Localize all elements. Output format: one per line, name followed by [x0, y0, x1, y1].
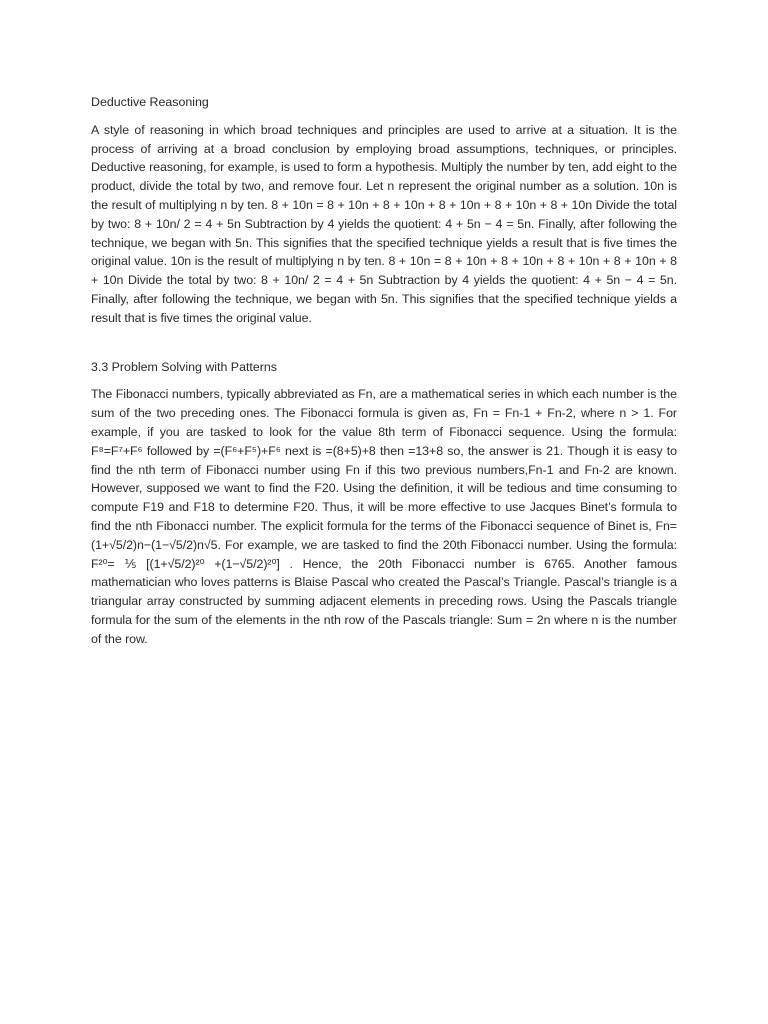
section-heading-problem-solving-with-patterns: 3.3 Problem Solving with Patterns	[91, 359, 277, 374]
section-paragraph-problem-solving-with-patterns: The Fibonacci numbers, typically abbreviated as Fn, are a mathematical series in which each number is the sum of the two preceding ones. The Fibonacci formula is given as, Fn = Fn-1 + Fn-2, where n > 1. For example, if you are tasked to look for the value 8th term of Fibonacci sequence. Using the formula: F⁸=F⁷+F⁶ followed by =(F⁶+F⁵)+F⁶ next is =(8+5)+8 then =13+8 so, the answer is 21. Though it is easy to find the nth term of Fibonacci number using Fn if this two previous numbers,Fn-1 and Fn-2 are known. However, supposed we want to find the F20. Using the definition, it will be tedious and time consuming to compute F19 and F18 to determine F20. Thus, it will be more effective to use Jacques Binet’s formula to find the nth Fibonacci number. The explicit formula for the terms of the Fibonacci sequence of Binet is, Fn=(1+√5/2)n−(1−√5/2)n√5. For example, we are tasked to find the 20th Fibonacci number. Using the formula: F²⁰= ⅕ [(1+√5/2)²⁰ +(1−√5/2)²⁰] . Hence, the 20th Fibonacci number is 6765. Another famous mathematician who loves patterns is Blaise Pascal who created the Pascal’s Triangle. Pascal’s triangle is a triangular array constructed by summing adjacent elements in preceding rows. Using the Pascals triangle formula for the sum of the elements in the nth row of the Pascals triangle: Sum = 2n where n is the number of the row.	[91, 387, 677, 646]
section-paragraph-deductive-reasoning: A style of reasoning in which broad techniques and principles are used to arrive at a situation. It is the process of arriving at a broad conclusion by employing broad assumptions, techniques, or principles. Deductive reasoning, for example, is used to form a hypothesis. Multiply the number by ten, add eight to the product, divide the total by two, and remove four. Let n represent the original number as a solution. 10n is the result of multiplying n by ten. 8 + 10n = 8 + 10n + 8 + 10n + 8 + 10n + 8 + 10n + 8 + 10n Divide the total by two: 8 + 10n/ 2 = 4 + 5n Subtraction by 4 yields the quotient: 4 + 5n − 4 = 5n. Finally, after following the technique, we began with 5n. This signifies that the specified technique yields a result that is five times the original value. 10n is the result of multiplying n by ten. 8 + 10n = 8 + 10n + 8 + 10n + 8 + 10n + 8 + 10n + 8 + 10n Divide the total by two: 8 + 10n/ 2 = 4 + 5n Subtraction by 4 yields the quotient: 4 + 5n − 4 = 5n. Finally, after following the technique, we began with 5n. This signifies that the specified technique yields a result that is five times the original value.	[91, 122, 677, 325]
section-heading-deductive-reasoning: Deductive Reasoning	[91, 95, 209, 109]
document-body	[91, 93, 677, 649]
